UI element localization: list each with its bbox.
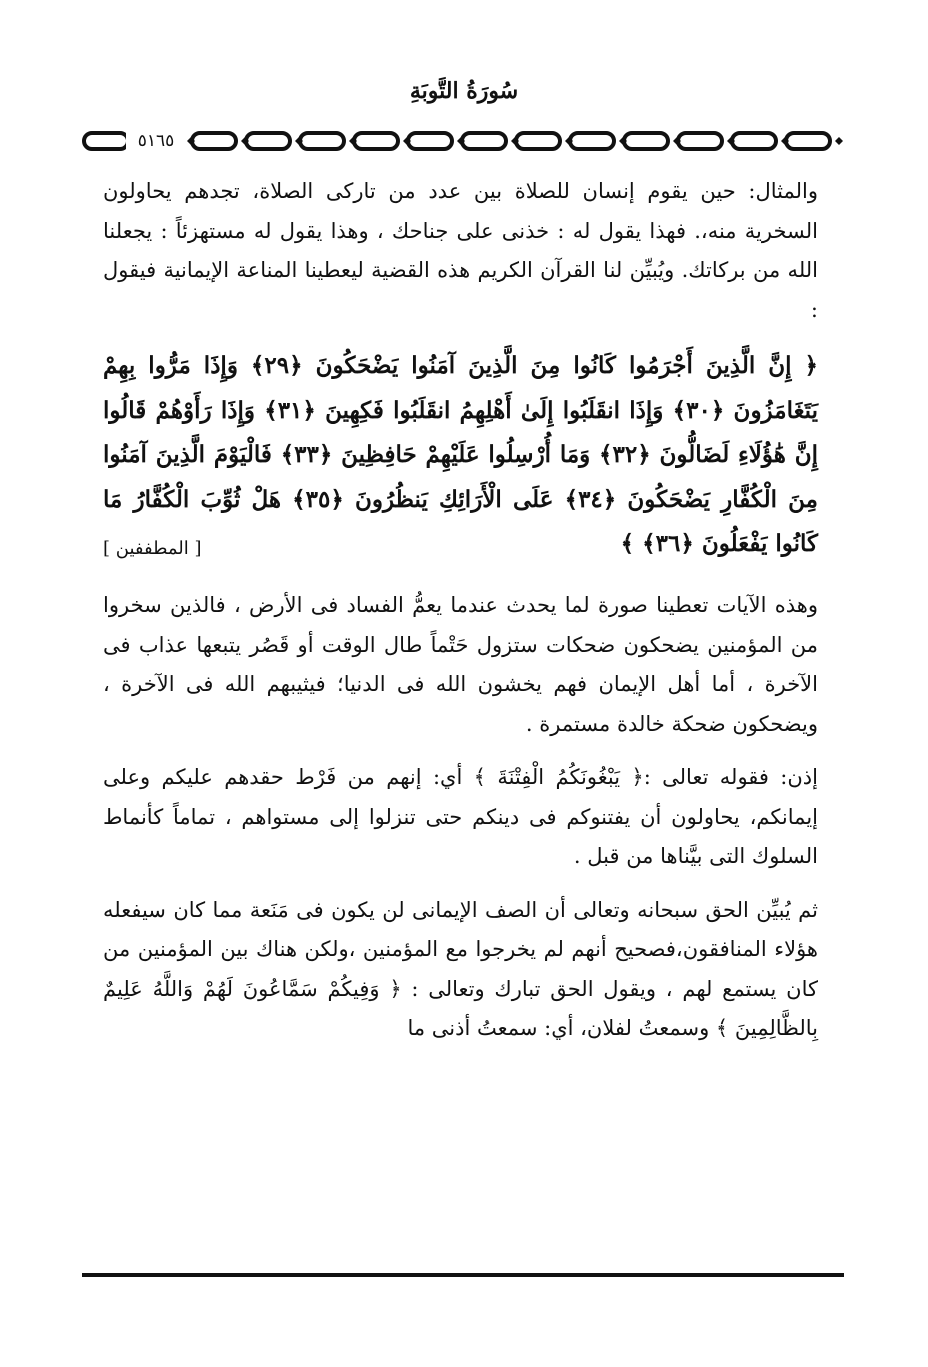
paragraph-example: والمثال: حين يقوم إنسان للصلاة بين عدد من تاركى الصلاة، تجدهم يحاولون السخرية منه،. فهذا يقول له : خذنى على جناحك ، وهذا يقول له مستهزئاً : يجعلنا الله من بركاتك. ويُبيِّن لنا القرآن الكريم هذه القضية ليعطينا المناعة الإيمانية فيقول : bbox=[103, 179, 818, 322]
page-body bbox=[103, 172, 818, 1063]
ornament-chain-icon bbox=[80, 128, 850, 154]
paragraph-fitna: إذن: فقوله تعالى :﴿ يَبْغُونَكُمُ الْفِتْنَةَ ﴾ أي: إنهم من فَرْط حقدهم عليكم وعلى إيمانكم، يحاولون أن يفتنوكم فى دينكم حتى تنزلوا إلى مستواهم ، تماماً كأنماط السلوك التى بيَّناها من قبل . bbox=[103, 765, 818, 868]
decorative-border bbox=[80, 128, 850, 154]
page-number: ٥١٦٥ bbox=[126, 128, 186, 154]
quran-verse-block: ﴿ إِنَّ الَّذِينَ أَجْرَمُوا كَانُوا مِنَ الَّذِينَ آمَنُوا يَضْحَكُونَ ﴿٢٩﴾ وَإِذَا مَرُّوا بِهِمْ يَتَغَامَزُونَ ﴿٣٠﴾ وَإِذَا انقَلَبُوا إِلَىٰ أَهْلِهِمُ انقَلَبُوا فَكِهِينَ ﴿٣١﴾ وَإِذَا رَأَوْهُمْ قَالُوا إِنَّ هَٰؤُلَاءِ لَضَالُّونَ ﴿٣٢﴾ وَمَا أُرْسِلُوا عَلَيْهِمْ حَافِظِينَ ﴿٣٣﴾ فَالْيَوْمَ الَّذِينَ آمَنُوا مِنَ الْكُفَّارِ يَضْحَكُونَ ﴿٣٤﴾ عَلَى الْأَرَائِكِ يَنظُرُونَ ﴿٣٥﴾ هَلْ ثُوِّبَ الْكُفَّارُ مَا كَانُوا يَفْعَلُونَ ﴿٣٦﴾ ﴾ bbox=[103, 352, 819, 557]
verse-source-label: [ المطففين ] bbox=[103, 537, 202, 559]
paragraph-listeners: ثم يُبيِّن الحق سبحانه وتعالى أن الصف الإيمانى لن يكون فى مَنَعة مما كان سيفعله هؤلاء المنافقون،فصحيح أنهم لم يخرجوا مع المؤمنين ،ولكن هناك بين المؤمنين من كان يستمع لهم ، ويقول الحق تبارك وتعالى : ﴿ وَفِيكُمْ سَمَّاعُونَ لَهُمْ وَاللَّهُ عَلِيمٌ بِالظَّالِمِينَ ﴾ وسمعتُ لفلان، أي: سمعتُ أذنى ما bbox=[103, 897, 818, 1040]
surah-title: سُورَةُ التَّوبَةِ bbox=[409, 78, 519, 104]
bottom-divider bbox=[82, 1273, 844, 1277]
paragraph-explanation: وهذه الآيات تعطينا صورة لما يحدث عندما يعمُّ الفساد فى الأرض ، فالذين سخروا من المؤمنين يضحكون ضحكات ستزول حَتْماً طال الوقت أو قَصُر يتبعها عذاب فى الآخرة ، أما أهل الإيمان فهم يخشون الله فى الدنيا؛ فيثيبهم الله فى الآخرة ، ويضحكون ضحكة خالدة مستمرة . bbox=[103, 593, 818, 736]
